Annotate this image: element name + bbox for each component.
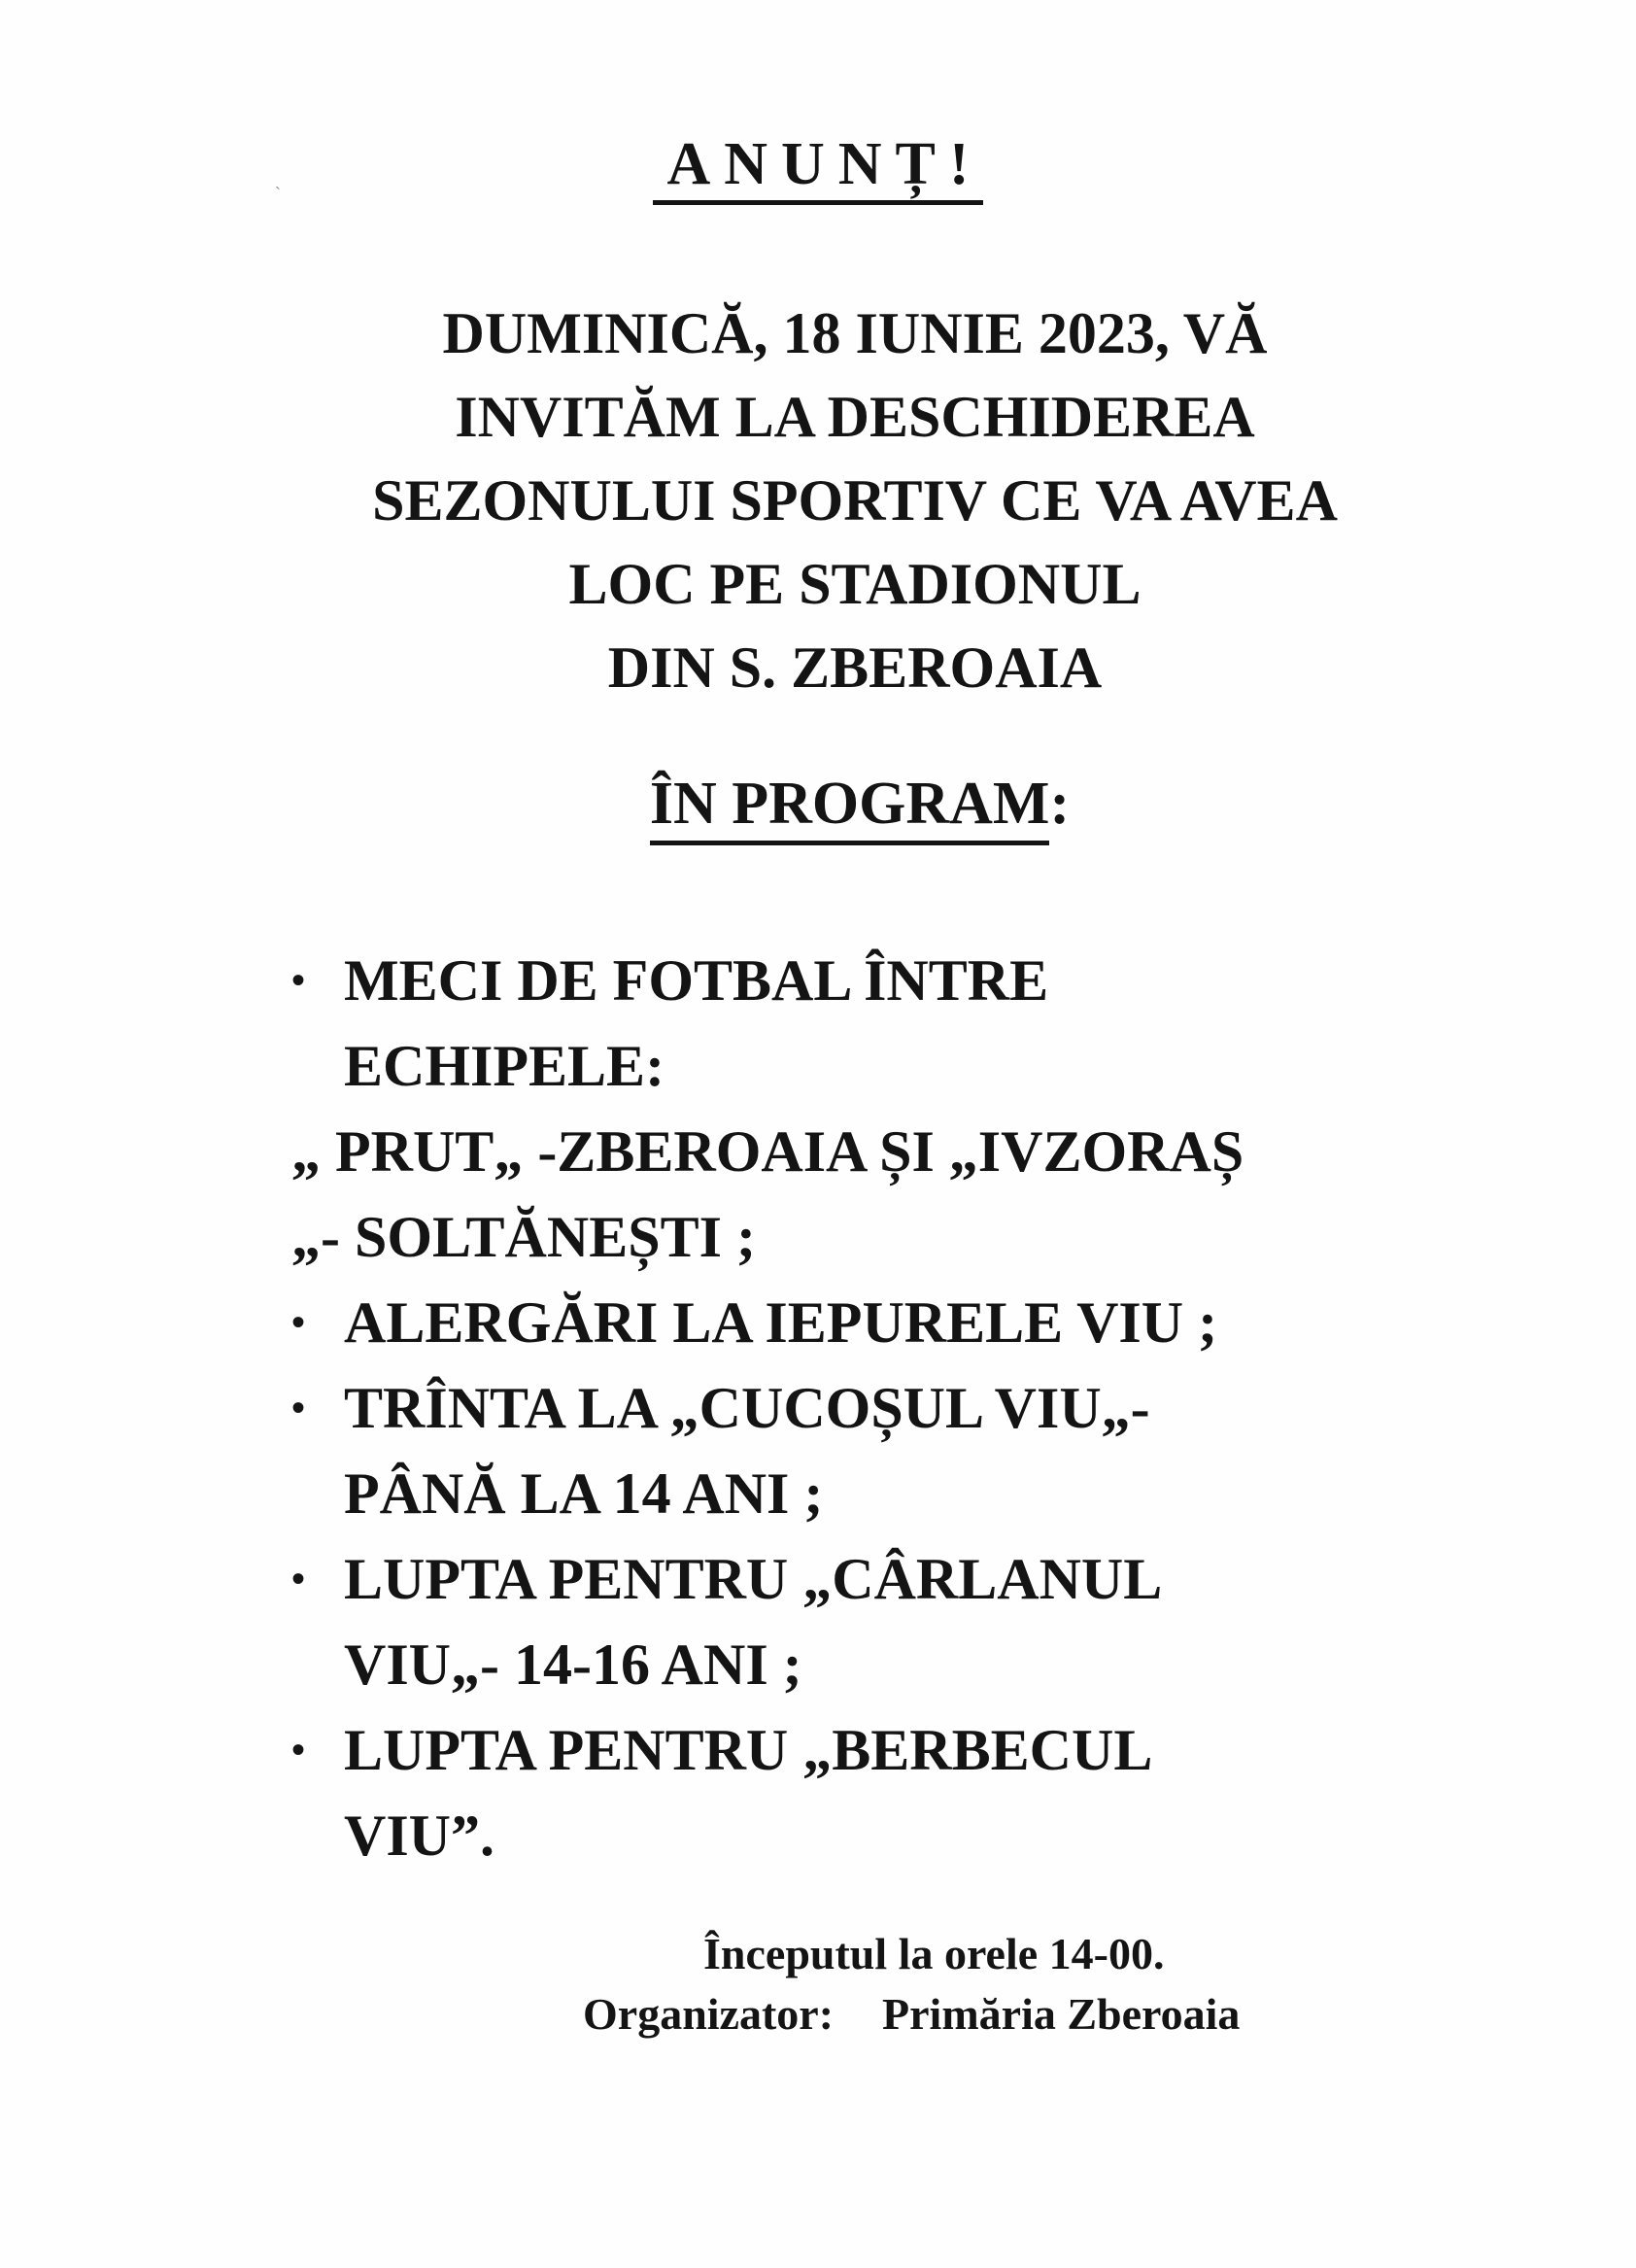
- program-heading: [0, 771, 1636, 837]
- program-line-teams: „- SOLTĂNEȘTI ;: [291, 1205, 756, 1269]
- bullet-icon: •: [291, 1386, 306, 1429]
- program-item-football: [291, 938, 1554, 1023]
- scan-speck-decoration: ˏ: [275, 170, 281, 189]
- organizer-label: Organizator:: [583, 1989, 835, 2039]
- program-line: TRÎNTA LA „CUCOȘUL VIU„-: [344, 1376, 1150, 1440]
- program-item-rooster-wrestling: [291, 1365, 1554, 1451]
- program-line-continued: VIU„- 14-16 ANI ;: [344, 1632, 802, 1697]
- organizer-name: Primăria Zberoaia: [882, 1989, 1241, 2039]
- bullet-icon: •: [291, 1300, 306, 1344]
- program-line: LUPTA PENTRU „BERBECUL: [344, 1718, 1153, 1782]
- program-heading-colon: :: [1049, 771, 1071, 837]
- program-heading-text: ÎN PROGRAM: [650, 771, 1050, 845]
- invitation-line: INVITĂM LA DESCHIDEREA: [455, 385, 1255, 449]
- program-line-continued: ECHIPELE:: [344, 1034, 665, 1098]
- program-item-rabbit-race: [291, 1280, 1554, 1365]
- invitation-line: DIN S. ZBEROAIA: [607, 636, 1103, 700]
- bullet-icon: •: [291, 1728, 306, 1771]
- program-line-teams: „ PRUT„ -ZBEROAIA ȘI „IVZORAȘ: [291, 1119, 1244, 1184]
- program-list: [291, 938, 1554, 1878]
- notice-title-text: ANUNȚ!: [653, 134, 982, 205]
- program-item-lamb-fight: [291, 1536, 1554, 1622]
- invitation-line: LOC PE STADIONUL: [568, 552, 1142, 616]
- bullet-icon: •: [291, 1557, 306, 1600]
- invitation-line: DUMINICĂ, 18 IUNIE 2023, VĂ: [442, 301, 1268, 365]
- program-line: LUPTA PENTRU „CÂRLANUL: [344, 1547, 1163, 1611]
- program-item-ram-fight: [291, 1707, 1554, 1793]
- program-line-continued: VIU”.: [344, 1804, 495, 1868]
- notice-footer: [583, 1924, 1428, 2045]
- start-time: Începutul la orele 14-00.: [703, 1929, 1165, 1978]
- program-line-continued: PÂNĂ LA 14 ANI ;: [344, 1461, 824, 1526]
- bullet-icon: •: [291, 958, 306, 1002]
- program-line: MECI DE FOTBAL ÎNTRE: [344, 948, 1049, 1013]
- organizer: [583, 1984, 1428, 2045]
- notice-title: [0, 131, 1636, 205]
- invitation-line: SEZONULUI SPORTIV CE VA AVEA: [372, 468, 1338, 533]
- program-line: ALERGĂRI LA IEPURELE VIU ;: [344, 1290, 1218, 1355]
- invitation-text: [194, 292, 1516, 709]
